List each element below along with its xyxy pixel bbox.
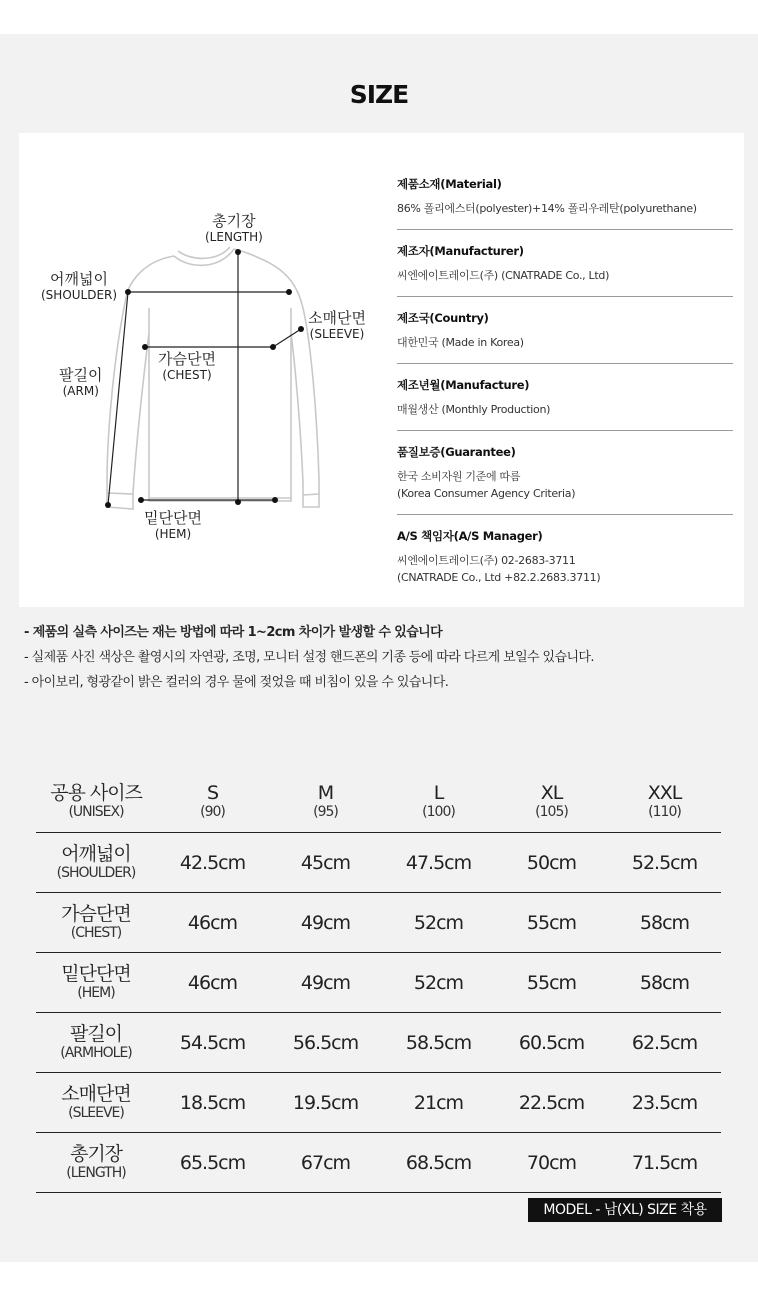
note-measurement: - 제품의 실측 사이즈는 재는 방법에 따라 1~2cm 차이가 발생할 수 있습니다 <box>24 625 443 640</box>
table-cell: 58cm <box>608 953 721 1013</box>
table-row <box>36 953 721 1013</box>
header-cell-size: XXL (110) <box>608 770 721 833</box>
info-value-material: 86% 폴리에스터(polyester)+14% 폴리우레탄(polyurethane) <box>397 202 697 215</box>
table-cell: 65.5cm <box>156 1133 269 1193</box>
table-cell: 55cm <box>495 953 608 1013</box>
table-cell: 50cm <box>495 833 608 893</box>
row-label-sleeve: 소매단면 (SLEEVE) <box>36 1073 156 1133</box>
table-cell: 49cm <box>269 893 382 953</box>
chest-label-en: (CHEST) <box>162 368 212 382</box>
info-value-as-manager: 씨엔에이트레이드(주) 02-2683-3711 (CNATRADE Co., Ltd +82.2.2683.3711) <box>397 554 601 584</box>
size-table-header-row <box>36 770 721 833</box>
info-item <box>397 441 733 515</box>
row-label-armhole: 팔길이 (ARMHOLE) <box>36 1013 156 1073</box>
table-cell: 52cm <box>382 953 495 1013</box>
table-cell: 55cm <box>495 893 608 953</box>
table-cell: 67cm <box>269 1133 382 1193</box>
table-cell: 54.5cm <box>156 1013 269 1073</box>
table-cell: 46cm <box>156 893 269 953</box>
table-row <box>36 1133 721 1193</box>
header-cell-size: L (100) <box>382 770 495 833</box>
size-table <box>36 770 721 1193</box>
hem-label <box>144 510 202 541</box>
info-value-manufacture-date: 매월생산 (Monthly Production) <box>397 403 551 416</box>
sleeve-line <box>273 329 301 347</box>
row-label-shoulder: 어깨넓이 (SHOULDER) <box>36 833 156 893</box>
hem-label-ko: 밑단단면 <box>144 509 202 527</box>
info-value-country: 대한민국 (Made in Korea) <box>397 336 524 349</box>
info-item <box>397 307 733 364</box>
table-cell: 22.5cm <box>495 1073 608 1133</box>
info-label-manufacturer: 제조자(Manufacturer) <box>397 244 524 258</box>
table-cell: 62.5cm <box>608 1013 721 1073</box>
header-cell-size: M (95) <box>269 770 382 833</box>
table-row <box>36 833 721 893</box>
table-cell: 70cm <box>495 1133 608 1193</box>
info-label-as-manager: A/S 책임자(A/S Manager) <box>397 529 543 543</box>
shoulder-label-en: (SHOULDER) <box>41 288 118 302</box>
sleeve-label-en: (SLEEVE) <box>309 327 365 341</box>
table-row <box>36 1073 721 1133</box>
table-cell: 47.5cm <box>382 833 495 893</box>
table-cell: 42.5cm <box>156 833 269 893</box>
sleeve-label <box>308 310 366 341</box>
table-cell: 52.5cm <box>608 833 721 893</box>
shoulder-label-ko: 어깨넓이 <box>50 270 109 288</box>
sleeve-label-ko: 소매단면 <box>308 309 366 327</box>
chest-label-ko: 가슴단면 <box>158 350 216 368</box>
table-row <box>36 893 721 953</box>
table-cell: 56.5cm <box>269 1013 382 1073</box>
info-label-guarantee: 품질보증(Guarantee) <box>397 445 516 459</box>
model-size-badge: MODEL - 남(XL) SIZE 착용 <box>528 1198 722 1222</box>
table-cell: 49cm <box>269 953 382 1013</box>
shoulder-label <box>41 271 117 302</box>
note-transparency: - 아이보리, 형광같이 밝은 컬러의 경우 물에 젖었을 때 비침이 있을 수 있습니다. <box>24 675 449 690</box>
info-item <box>397 374 733 431</box>
table-row <box>36 1013 721 1073</box>
table-cell: 68.5cm <box>382 1133 495 1193</box>
header-cell-size: S (90) <box>156 770 269 833</box>
info-item <box>397 525 733 598</box>
info-item <box>397 240 733 297</box>
length-label <box>205 213 263 244</box>
info-value-manufacturer: 씨엔에이트레이드(주) (CNATRADE Co., Ltd) <box>397 269 610 282</box>
table-cell: 19.5cm <box>269 1073 382 1133</box>
table-cell: 45cm <box>269 833 382 893</box>
info-label-manufacture-date: 제조년월(Manufacture) <box>397 378 530 392</box>
header-cell-size: XL (105) <box>495 770 608 833</box>
table-cell: 52cm <box>382 893 495 953</box>
note-color: - 실제품 사진 색상은 촬영시의 자연광, 조명, 모니터 설정 핸드폰의 기종 등에 따라 다르게 보일수 있습니다. <box>24 650 594 665</box>
length-label-en: (LENGTH) <box>205 230 263 244</box>
info-value-guarantee: 한국 소비자원 기준에 따름 (Korea Consumer Agency Criteria) <box>397 470 576 500</box>
table-cell: 46cm <box>156 953 269 1013</box>
table-cell: 21cm <box>382 1073 495 1133</box>
size-info-panel <box>19 133 744 607</box>
size-notes <box>24 620 744 695</box>
row-label-hem: 밑단단면 (HEM) <box>36 953 156 1013</box>
page-title: SIZE <box>349 80 409 109</box>
table-cell: 58.5cm <box>382 1013 495 1073</box>
header-cell-unisex: 공용 사이즈 (UNISEX) <box>36 770 156 833</box>
arm-label-en: (ARM) <box>62 384 99 398</box>
info-label-country: 제조국(Country) <box>397 311 489 325</box>
hem-label-en: (HEM) <box>154 527 192 541</box>
row-label-length: 총기장 (LENGTH) <box>36 1133 156 1193</box>
table-cell: 23.5cm <box>608 1073 721 1133</box>
table-cell: 18.5cm <box>156 1073 269 1133</box>
arm-label <box>59 367 102 398</box>
chest-label <box>158 351 216 382</box>
table-cell: 58cm <box>608 893 721 953</box>
table-cell: 60.5cm <box>495 1013 608 1073</box>
table-cell: 71.5cm <box>608 1133 721 1193</box>
info-label-material: 제품소재(Material) <box>397 177 502 191</box>
size-table-container <box>36 770 721 1193</box>
arm-label-ko: 팔길이 <box>59 366 103 384</box>
length-label-ko: 총기장 <box>212 212 256 230</box>
info-item <box>397 173 733 230</box>
product-info-list <box>397 173 733 608</box>
row-label-chest: 가슴단면 (CHEST) <box>36 893 156 953</box>
